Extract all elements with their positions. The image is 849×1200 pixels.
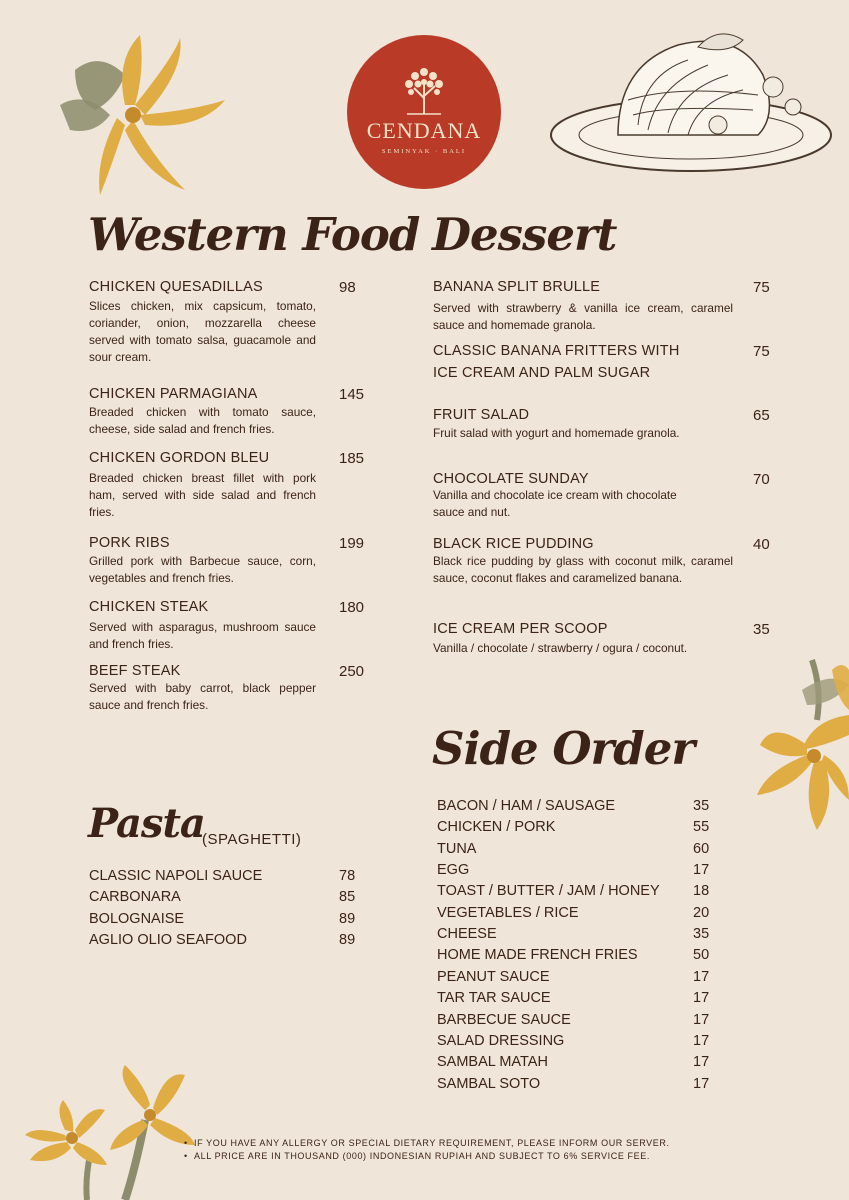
western-item-name: CHICKEN STEAK [89,599,209,615]
side-item-price: 55 [693,819,710,835]
side-item-name: SAMBAL MATAH [437,1054,548,1070]
flower-illustration-bottom-left [15,1060,200,1200]
side-item-price: 17 [693,969,710,985]
pasta-plate-illustration [548,25,838,175]
dessert-item-name: CLASSIC BANANA FRITTERS WITH [433,343,680,359]
dessert-item-desc: Fruit salad with yogurt and homemade granola. [433,426,680,440]
dessert-item-desc: Vanilla / chocolate / strawberry / ogura / coconut. [433,641,688,655]
western-item-name: BEEF STEAK [89,663,181,679]
side-item-name: CHEESE [437,926,497,942]
dessert-item-desc: Vanilla and chocolate ice cream with chocolate sauce and nut. [433,488,677,519]
dessert-item-name: BLACK RICE PUDDING [433,536,594,552]
footer-notes [184,1137,670,1163]
western-item-price: 145 [339,386,365,403]
side-item-price: 20 [693,905,710,921]
western-item-name: CHICKEN PARMAGIANA [89,386,258,402]
dessert-item-name: FRUIT SALAD [433,407,530,423]
side-item-name: HOME MADE FRENCH FRIES [437,947,638,963]
side-item-price: 17 [693,1012,710,1028]
dessert-item-price: 75 [753,343,770,360]
side-item-price: 18 [693,883,710,899]
heading-western-food: Western Food [88,208,420,261]
flower-illustration-top-left [55,30,230,200]
dessert-item-price: 65 [753,407,770,424]
pasta-item-name: CARBONARA [89,889,181,905]
side-item-name: SAMBAL SOTO [437,1076,541,1092]
pasta-item-price: 85 [339,889,356,905]
western-item-desc: Breaded chicken with tomato sauce, cheese, side salad and french fries. [89,405,316,436]
side-item-name: EGG [437,862,470,878]
western-item-price: 98 [339,279,356,296]
western-item-name: CHICKEN GORDON BLEU [89,450,270,466]
western-item-price: 199 [339,535,365,552]
dessert-item-price: 40 [753,536,770,553]
dessert-item-name-line2: ICE CREAM AND PALM SUGAR [433,365,651,381]
side-item-price: 60 [693,841,710,857]
western-item-desc: Served with asparagus, mushroom sauce and french fries. [89,620,316,651]
restaurant-logo [347,35,501,189]
side-item-price: 17 [693,862,710,878]
dessert-item-desc: Black rice pudding by glass with coconut milk, caramel sauce, coconut flakes and caramelized banana. [433,554,733,585]
side-item-name: CHICKEN / PORK [437,819,556,835]
brand-name: CENDANA [366,117,482,143]
pasta-item-price: 89 [339,932,356,948]
pasta-item-price: 78 [339,868,356,884]
side-item-price: 35 [693,926,710,942]
dessert-item-name: ICE CREAM PER SCOOP [433,621,608,637]
side-item-name: SALAD DRESSING [437,1033,565,1049]
western-item-price: 180 [339,599,365,616]
side-item-name: PEANUT SAUCE [437,969,550,985]
western-item-name: CHICKEN QUESADILLAS [89,279,263,295]
side-item-name: TAR TAR SAUCE [437,990,551,1006]
heading-side-order: Side Order [432,722,695,775]
note-pricing: • ALL PRICE ARE IN THOUSAND (000) INDONESIAN RUPIAH AND SUBJECT TO 6% SERVICE FEE. [184,1150,670,1163]
pasta-item-price: 89 [339,911,356,927]
tree-icon [397,62,451,116]
side-item-price: 17 [693,990,710,1006]
side-item-name: TOAST / BUTTER / JAM / HONEY [437,883,660,899]
side-item-price: 17 [693,1054,710,1070]
pasta-item-name: CLASSIC NAPOLI SAUCE [89,868,263,884]
side-item-name: VEGETABLES / RICE [437,905,579,921]
side-item-name: BACON / HAM / SAUSAGE [437,798,616,814]
brand-location: SEMINYAK · BALI [381,147,467,155]
heading-pasta: Pasta [88,800,205,847]
side-item-price: 17 [693,1076,710,1092]
dessert-item-price: 35 [753,621,770,638]
dessert-item-desc: Served with strawberry & vanilla ice cream, caramel sauce and homemade granola. [433,301,733,332]
dessert-item-name: CHOCOLATE SUNDAY [433,471,589,487]
pasta-item-name: BOLOGNAISE [89,911,185,927]
western-item-name: PORK RIBS [89,535,170,551]
dessert-item-name: BANANA SPLIT BRULLE [433,279,601,295]
dessert-item-price: 70 [753,471,770,488]
pasta-item-name: AGLIO OLIO SEAFOOD [89,932,247,948]
pasta-subtitle: (SPAGHETTI) [202,831,302,848]
heading-dessert: Dessert [432,208,617,261]
western-item-desc: Breaded chicken breast fillet with pork ham, served with side salad and french fries. [89,471,316,519]
note-allergy: • IF YOU HAVE ANY ALLERGY OR SPECIAL DIETARY REQUIREMENT, PLEASE INFORM OUR SERVER. [184,1137,670,1150]
western-item-price: 185 [339,450,365,467]
western-item-desc: Slices chicken, mix capsicum, tomato, coriander, onion, mozzarella cheese served with tomato salsa, guacamole and sour cream. [89,299,316,364]
flower-illustration-right [752,650,849,840]
western-item-desc: Served with baby carrot, black pepper sauce and french fries. [89,681,316,712]
western-item-price: 250 [339,663,365,680]
side-item-name: TUNA [437,841,477,857]
dessert-item-price: 75 [753,279,770,296]
western-item-desc: Grilled pork with Barbecue sauce, corn, vegetables and french fries. [89,554,316,585]
side-item-name: BARBECUE SAUCE [437,1012,571,1028]
side-item-price: 35 [693,798,710,814]
side-item-price: 17 [693,1033,710,1049]
side-item-price: 50 [693,947,710,963]
